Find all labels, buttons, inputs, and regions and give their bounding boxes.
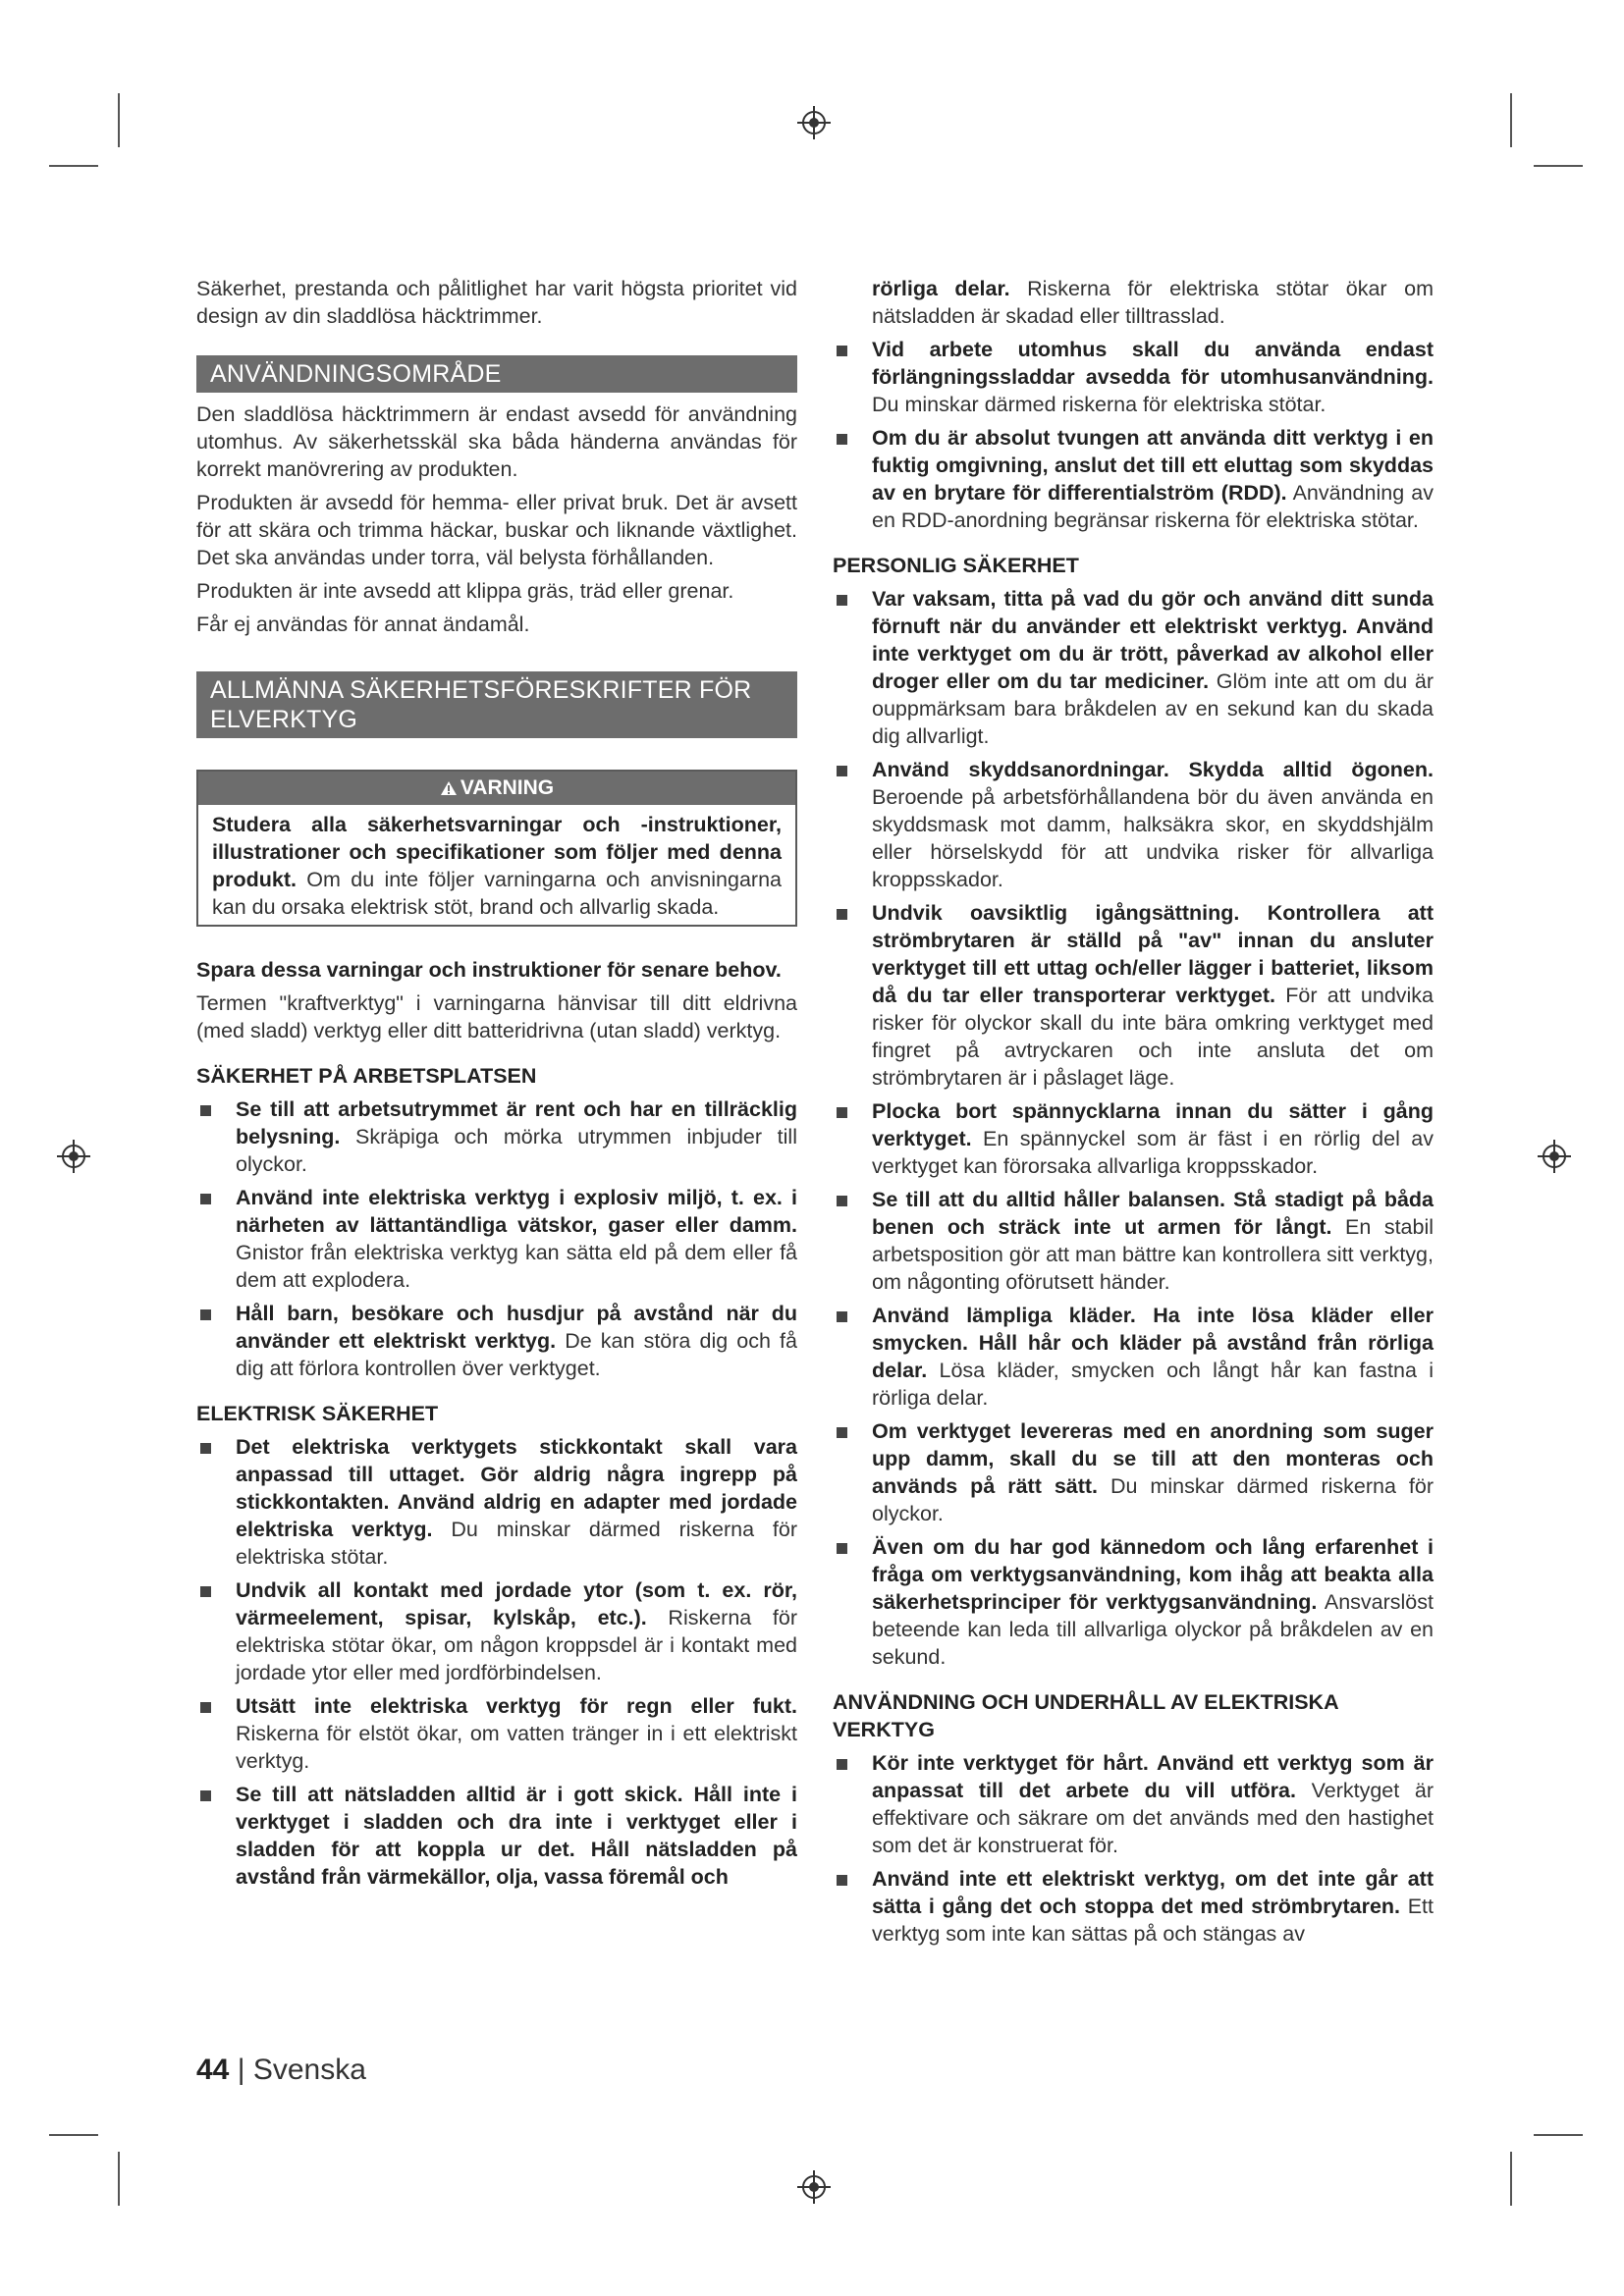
list-item: Om verktyget levereras med en anordning som suger upp damm, skall du se till att den monteras och används på rätt sätt. Du minskar därmed riskerna för olyckor. (833, 1417, 1434, 1527)
list-item: Undvik all kontakt med jordade ytor (som t. ex. rör, värmeelement, spisar, kylskåp, etc.). Riskerna för elektriska stötar ökar, om någon kroppsdel är i kontakt med jordade ytor eller med jordförbindelsen. (196, 1576, 797, 1686)
bullet-icon (837, 1759, 847, 1770)
registration-mark-right-icon (1537, 1139, 1572, 1174)
list-item: Undvik oavsiktlig igångsättning. Kontrollera att strömbrytaren är ställd på "av" innan du ansluter verktyget till ett uttag och/eller lägger i batteriet, liksom då du tar eller transporterar verktyget. För att undvika risker för olyckor skall du inte bära omkring verktyget med fingret på avtryckaren och inte ansluta det om strömbrytaren är i påslaget läge. (833, 899, 1434, 1092)
electrical-list (196, 1433, 797, 1891)
tool-use-list (833, 1749, 1434, 1948)
workplace-list (196, 1095, 797, 1382)
warning-bold-text: Studera alla säkerhetsvarningar och -instruktioner, illustrationer och specifikationer som följer med denna produkt. (212, 813, 782, 891)
usage-paragraph: Produkten är inte avsedd att klippa gräs, träd eller grenar. (196, 579, 734, 603)
list-item: Kör inte verktyget för hårt. Använd ett verktyg som är anpassat till det arbete du vill utföra. Verktyget är effektivare och säkrare om det används med den hastighet som det är konstruerat för. (833, 1749, 1434, 1859)
bullet-icon (837, 1543, 847, 1554)
bullet-icon (837, 766, 847, 776)
continued-text: Riskerna för elektriska stötar ökar om nätsladden är skadad eller tilltrasslad. (872, 277, 1434, 328)
list-item: Håll barn, besökare och husdjur på avstånd när du använder ett elektriskt verktyg. De kan störa dig och få dig att förlora kontrollen över verktyget. (196, 1300, 797, 1382)
section-heading-usage: ANVÄNDNINGSOMRÅDE (196, 355, 797, 393)
warning-box (196, 770, 797, 927)
bullet-icon (200, 1443, 211, 1454)
list-item: Använd inte elektriska verktyg i explosiv miljö, t. ex. i närheten av lättantändliga vätskor, gaser eller damm. Gnistor från elektriska verktyg kan sätta eld på dem eller få dem att explodera. (196, 1184, 797, 1294)
crop-mark-bottom-left-v (118, 2152, 120, 2206)
list-item: Se till att arbetsutrymmet är rent och har en tillräcklig belysning. Skräpiga och mörka utrymmen inbjuder till olyckor. (196, 1095, 797, 1178)
warning-body (198, 805, 795, 925)
list-item: Om du är absolut tvungen att använda ditt verktyg i en fuktig omgivning, anslut det till ett eluttag som skyddas av en brytare för differentialström (RDD). Användning av en RDD-anordning begränsar riskerna för elektriska stötar. (833, 424, 1434, 534)
bullet-icon (837, 1427, 847, 1438)
list-item: Se till att du alltid håller balansen. Stå stadigt på båda benen och sträck inte ut armen för långt. En stabil arbetsposition gör att man bättre kan kontrollera sitt verktyg, om någonting oförutsett händer. (833, 1186, 1434, 1296)
crop-mark-bottom-left-h (49, 2134, 98, 2136)
subheading-personal-safety: PERSONLIG SÄKERHET (833, 554, 1079, 577)
usage-paragraph: Den sladdlösa häcktrimmern är endast avsedd för användning utomhus. Av säkerhetsskäl ska båda händerna användas för korrekt manövrering av produkten. (196, 402, 797, 481)
bullet-icon (200, 1194, 211, 1204)
crop-mark-bottom-right-h (1534, 2134, 1583, 2136)
bullet-icon (200, 1105, 211, 1116)
subheading-electrical: ELEKTRISK SÄKERHET (196, 1402, 439, 1425)
subheading-workplace: SÄKERHET PÅ ARBETSPLATSEN (196, 1064, 537, 1088)
registration-mark-left-icon (56, 1139, 91, 1174)
electrical-list-continued (833, 336, 1434, 534)
list-item: Var vaksam, titta på vad du gör och använd ditt sunda förnuft när du använder ett elektriskt verktyg. Använd inte verktyget om du är trött, påverkad av alkohol eller droger eller om du tar mediciner. Glöm inte att om du är ouppmärksam bara bråkdelen av en sekund kan du skada dig allvarligt. (833, 585, 1434, 750)
bullet-icon (837, 1311, 847, 1322)
usage-paragraph: Produkten är avsedd för hemma- eller privat bruk. Det är avsett för att skära och trimma häckar, buskar och liknande växtlighet. Det ska användas under torra, väl belysta förhållanden. (196, 491, 797, 569)
crop-mark-top-right-h (1534, 165, 1583, 167)
page-footer (196, 2054, 366, 2087)
section-heading-general-safety: ALLMÄNNA SÄKERHETSFÖRESKRIFTER FÖR ELVERKTYG (196, 671, 797, 738)
right-column (833, 275, 1434, 1953)
list-item: Plocka bort spännycklarna innan du sätter i gång verktyget. En spännyckel som är fäst i en rörlig del av verktyget kan förorsaka allvarliga kroppsskador. (833, 1097, 1434, 1180)
list-item: Använd skyddsanordningar. Skydda alltid ögonen. Beroende på arbetsförhållandena bör du även använda en skyddsmask mot damm, halksäkra skor, en skyddshjälm eller hörselskydd för att undvika risker för allvarliga kroppsskador. (833, 756, 1434, 893)
warning-triangle-icon (440, 780, 458, 796)
continued-bold: rörliga delar. (872, 277, 1010, 300)
bullet-icon (837, 909, 847, 920)
bullet-icon (837, 346, 847, 356)
registration-mark-bottom-icon (796, 2169, 832, 2205)
list-item: Vid arbete utomhus skall du använda endast förlängningssladdar avsedda för utomhusanvändning. Du minskar därmed riskerna för elektriska stötar. (833, 336, 1434, 418)
usage-paragraph: Får ej användas för annat ändamål. (196, 613, 530, 636)
list-item: Använd lämpliga kläder. Ha inte lösa kläder eller smycken. Håll hår och kläder på avstånd från rörliga delar. Lösa kläder, smycken och långt hår kan fastna i rörliga delar. (833, 1302, 1434, 1412)
crop-mark-top-left-v (118, 93, 120, 147)
bullet-icon (837, 434, 847, 445)
list-item: Det elektriska verktygets stickkontakt skall vara anpassad till uttaget. Gör aldrig några ingrepp på stickkontakten. Använd aldrig en adapter med jordade elektriska verktyg. Du minskar därmed riskerna för elektriska stötar. (196, 1433, 797, 1571)
bullet-icon (837, 1196, 847, 1206)
footer-separator: | (237, 2054, 245, 2086)
save-instructions: Spara dessa varningar och instruktioner för senare behov. (196, 958, 782, 982)
bullet-icon (200, 1309, 211, 1320)
bullet-icon (837, 1875, 847, 1886)
crop-mark-top-left-h (49, 165, 98, 167)
warning-text: Om du inte följer varningarna och anvisningarna kan du orsaka elektrisk stöt, brand och allvarlig skada. (212, 868, 782, 919)
term-definition: Termen "kraftverktyg" i varningarna hänvisar till ditt eldrivna (med sladd) verktyg eller ditt batteridrivna (utan sladd) verktyg. (196, 991, 797, 1042)
bullet-icon (200, 1702, 211, 1713)
crop-mark-top-right-v (1510, 93, 1512, 147)
footer-language: Svenska (252, 2054, 366, 2086)
list-item: Utsätt inte elektriska verktyg för regn eller fukt. Riskerna för elstöt ökar, om vatten tränger in i ett elektriskt verktyg. (196, 1692, 797, 1775)
bullet-icon (837, 595, 847, 606)
list-item: Se till att nätsladden alltid är i gott skick. Håll inte i verktyget i sladden och dra inte i verktyget eller i sladden för att koppla ur det. Håll nätsladden på avstånd från värmekällor, olja, vassa föremål och (196, 1781, 797, 1891)
list-item: Även om du har god kännedom och lång erfarenhet i fråga om verktygsanvändning, kom ihåg att beakta alla säkerhetsprinciper för verktygsanvändning. Ansvarslöst beteende kan leda till allvarliga olyckor på bråkdelen av en sekund. (833, 1533, 1434, 1671)
intro-text: Säkerhet, prestanda och pålitlighet har varit högsta prioritet vid design av din sladdlösa häcktrimmer. (196, 277, 797, 328)
registration-mark-top-icon (796, 105, 832, 140)
warning-header (198, 772, 795, 805)
personal-safety-list (833, 585, 1434, 1671)
bullet-icon (837, 1107, 847, 1118)
page-number: 44 (196, 2054, 230, 2086)
left-column (196, 275, 797, 1896)
crop-mark-bottom-right-v (1510, 2152, 1512, 2206)
warning-title: VARNING (460, 776, 555, 799)
list-item: Använd inte ett elektriskt verktyg, om det inte går att sätta i gång det och stoppa det med strömbrytaren. Ett verktyg som inte kan sättas på och stängas av (833, 1865, 1434, 1948)
subheading-tool-use: ANVÄNDNING OCH UNDERHÅLL AV ELEKTRISKA VERKTYG (833, 1690, 1338, 1741)
bullet-icon (200, 1790, 211, 1801)
bullet-icon (200, 1586, 211, 1597)
